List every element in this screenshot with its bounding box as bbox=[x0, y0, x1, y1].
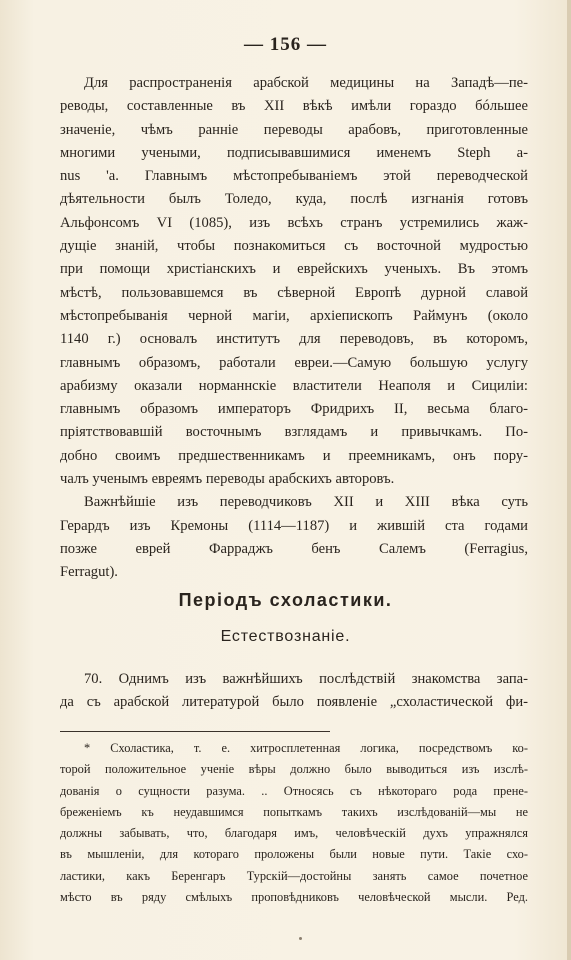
text-line: Ferragut). bbox=[60, 564, 118, 581]
footnote-line: должны забывать, что, благодаря имъ, человѣческій духъ упражнялся bbox=[60, 826, 528, 841]
text-line: да съ арабской литературой было появленіе „схоластической фи- bbox=[60, 694, 528, 711]
footnote bbox=[60, 738, 528, 908]
text-line: дѣятельности былъ Толедо, куда, послѣ изгнанія готовъ bbox=[60, 191, 528, 208]
text-line: арабизму оказали норманнскіе властители Неаполя и Сициліи: bbox=[60, 377, 528, 394]
text-line: Альфонсомъ VI (1085), изъ всѣхъ странъ устремились жаж- bbox=[60, 214, 528, 231]
footnote-divider bbox=[60, 731, 330, 732]
text-line: Герардъ изъ Кремоны (1114—1187) и жившій ста годами bbox=[60, 517, 528, 534]
text-line: мѣстопребыванія черной магіи, архіепископъ Раймунъ (около bbox=[60, 307, 528, 324]
main-text bbox=[60, 72, 528, 585]
page-number: — 156 — bbox=[244, 34, 327, 55]
footnote-line: бреженіемъ къ неудавшимся попыткамъ такихъ изслѣдованій—мы не bbox=[60, 804, 528, 819]
text-line: многими учеными, подписывавшимися именемъ Steph a- bbox=[60, 144, 528, 161]
section-title: Періодъ схоластики. bbox=[178, 590, 393, 610]
text-line: позже еврей Фарраджъ бенъ Салемъ (Ferragius, bbox=[60, 540, 528, 557]
text-line: Для распространенія арабской медицины на Западѣ—пе- bbox=[84, 75, 528, 91]
text-line: пріятствовавшій восточнымъ взглядамъ и привычкамъ. По- bbox=[60, 424, 528, 441]
text-line: мѣстѣ, пользовавшемся въ сѣверной Европѣ дурной славой bbox=[60, 284, 528, 301]
footnote-line: * Схоластика, т. е. хитросплетенная логика, посредствомъ ко- bbox=[84, 741, 528, 755]
text-line: главнымъ образомъ императоръ Фридрихъ II, весьма благо- bbox=[60, 401, 528, 418]
text-line: 1140 г.) основалъ институтъ для переводовъ, въ которомъ, bbox=[60, 331, 528, 348]
text-line: при помощи христіанскихъ и еврейскихъ ученыхъ. Въ этомъ bbox=[60, 261, 528, 278]
text-line: Важнѣйшіе изъ переводчиковъ XII и XIII вѣка суть bbox=[84, 494, 528, 511]
page-edge bbox=[567, 0, 571, 960]
subsection-title: Естествознаніе. bbox=[220, 628, 351, 645]
text-line: дущіе знаній, чтобы познакомиться съ восточной мудростью bbox=[60, 238, 528, 255]
text-line: 70. Однимъ изъ важнѣйшихъ послѣдствій знакомства запа- bbox=[84, 671, 528, 687]
footnote-line: мѣсто въ ряду смѣлыхъ проповѣдниковъ человѣческой мысли. Ред. bbox=[60, 890, 528, 905]
footnote-line: ластики, какъ Беренгаръ Турскій—достойны занять самое почетное bbox=[60, 868, 528, 883]
text-line: чалъ ученымъ евреямъ переводы арабскихъ авторовъ. bbox=[60, 471, 395, 488]
text-line: добно своимъ предшественникамъ и преемникамъ, онъ пору- bbox=[60, 447, 528, 464]
ink-spot bbox=[299, 937, 302, 940]
text-line: nus 'a. Главнымъ мѣстопребываніемъ этой переводческой bbox=[60, 168, 528, 185]
text-line: значеніе, чѣмъ ранніе переводы арабовъ, приготовленные bbox=[60, 121, 528, 138]
text-line: реводы, составленные въ XII вѣкѣ имѣли гораздо бóльшее bbox=[60, 98, 528, 115]
footnote-line: торой положительное ученіе вѣры должно было выводиться изъ изслѣ- bbox=[60, 762, 528, 777]
footnote-line: дованія о сущности разума. .. Относясь съ нѣкотораго рода прене- bbox=[60, 783, 528, 798]
footnote-line: въ мышленіи, для котораго проложены были новые пути. Такіе схо- bbox=[60, 847, 528, 862]
paragraph-70 bbox=[60, 668, 528, 715]
text-line: главнымъ образомъ, работали евреи.—Самую большую услугу bbox=[60, 354, 528, 371]
